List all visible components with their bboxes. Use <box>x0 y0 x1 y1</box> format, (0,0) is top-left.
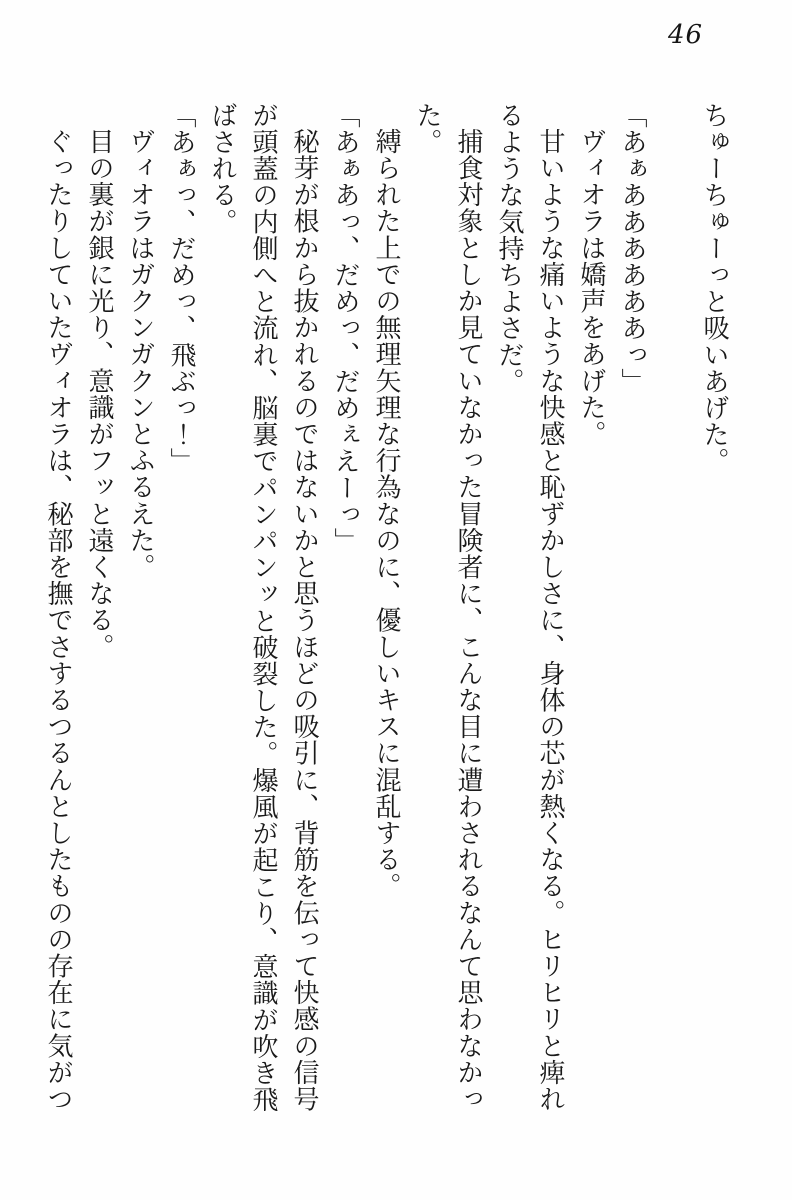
text-line-1: ちゅーちゅーっと吸いあげた。 <box>699 102 729 475</box>
blank-line-spacer <box>652 102 693 1117</box>
page-number: 46 <box>668 20 704 50</box>
text-line-10: 秘芽が根から抜かれるのではないかと思うほどの吸引に、背筋を伝って快感の信号 <box>289 128 319 1113</box>
text-line-8: 縛られた上での無理矢理な行為なのに、優しいキスに混乱する。 <box>371 128 401 900</box>
text-line-3: ヴィオラは嬌声をあげた。 <box>576 128 606 448</box>
text-line-16: ぐったりしていたヴィオラは、秘部を撫でさするつるんとしたものの存在に気がつ <box>43 128 73 1113</box>
text-line-9: 「あぁあっ、だめっ、だめぇえーっ」 <box>330 102 360 555</box>
text-line-11: が頭蓋の内側へと流れ、脳裏でパンパンッと破裂した。爆風が起こり、意識が吹き飛 <box>248 102 278 1113</box>
text-line-15: 目の裏が銀に光り、意識がフッと遠くなる。 <box>84 128 114 660</box>
text-line-7: た。 <box>412 102 442 156</box>
text-line-2: 「あぁああああああっ」 <box>617 102 647 395</box>
text-line-13: 「あぁっ、だめっ、飛ぶっ！」 <box>166 102 196 475</box>
text-line-6: 捕食対象としか見ていなかった冒険者に、こんな目に遭わされるなんて思わなかっ <box>453 128 483 1113</box>
page-text <box>37 102 734 1117</box>
text-line-12: ばされる。 <box>207 102 237 235</box>
text-line-14: ヴィオラはガクンガクンとふるえた。 <box>125 128 155 581</box>
text-line-5: るような気持ちよさだ。 <box>494 102 524 395</box>
text-line-4: 甘いような痛いような快感と恥ずかしさに、身体の芯が熱くなる。ヒリヒリと痺れ <box>535 128 565 1113</box>
